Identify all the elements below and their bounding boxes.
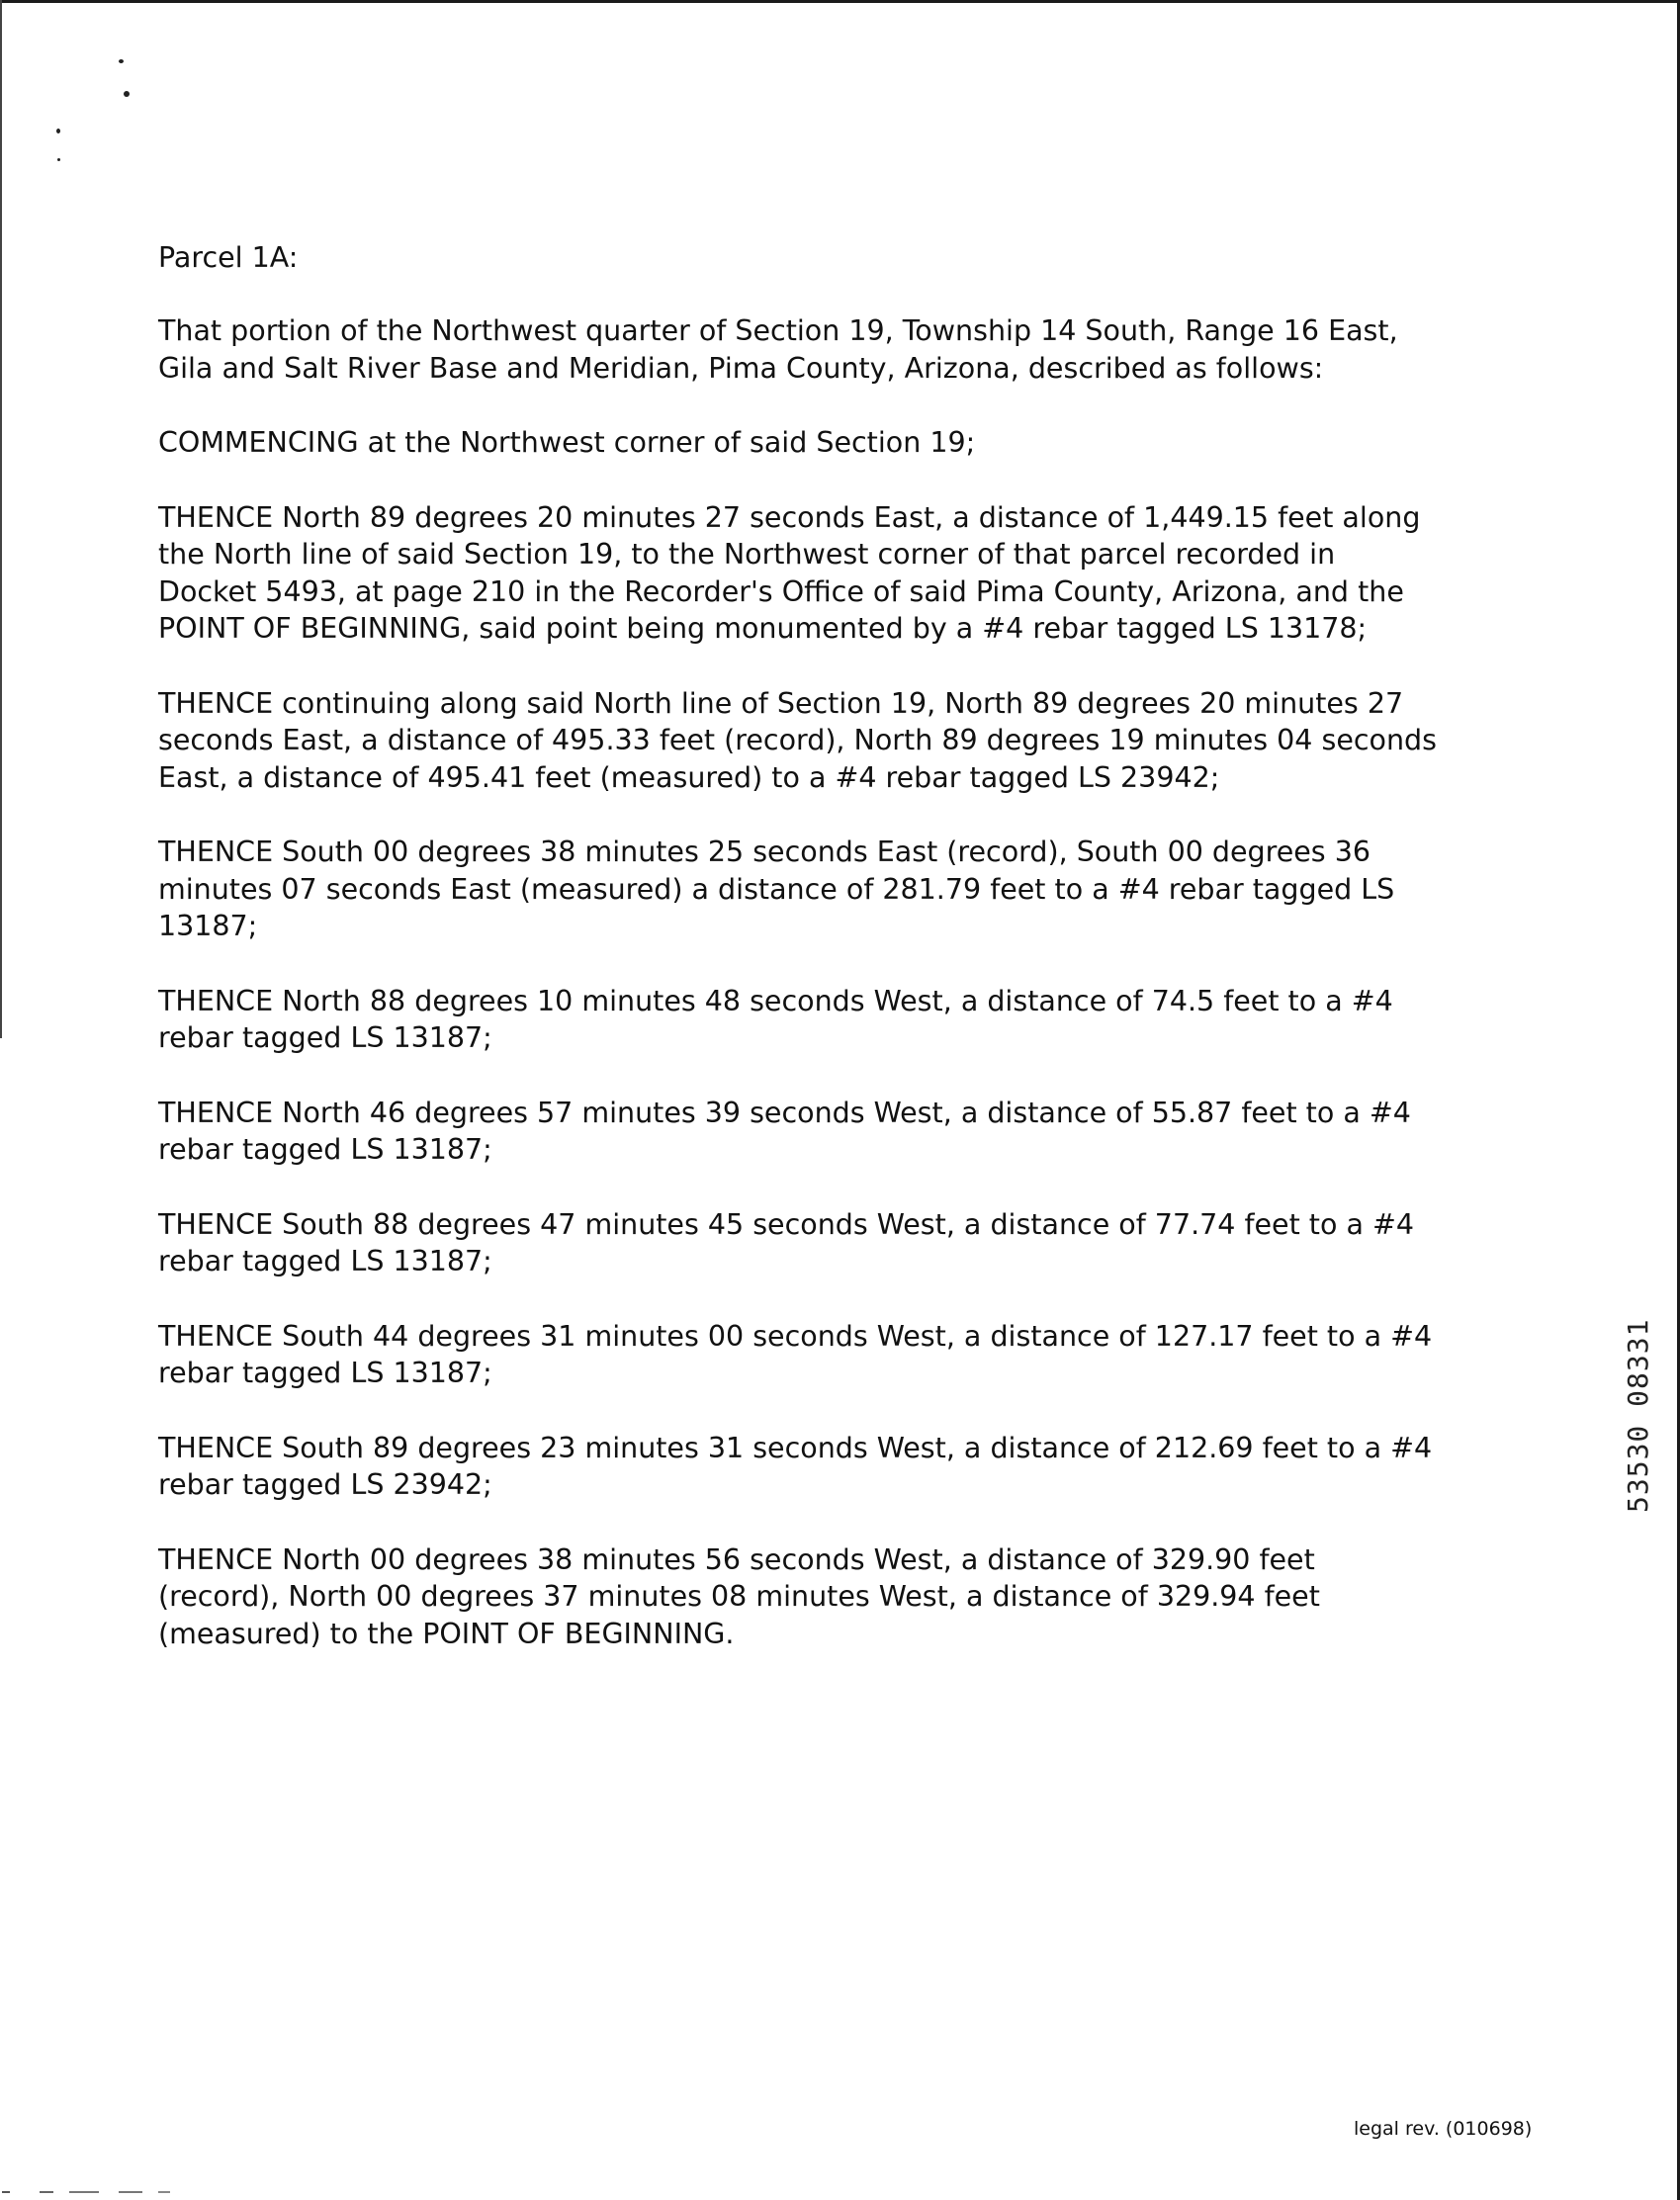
paragraph-line: POINT OF BEGINNING, said point being monumented by a #4 rebar tagged LS 13178; — [158, 612, 1368, 645]
paragraph-line: THENCE North 00 degrees 38 minutes 56 seconds West, a distance of 329.90 feet — [158, 1542, 1315, 1576]
paragraph-line: minutes 07 seconds East (measured) a distance of 281.79 feet to a #4 rebar tagged LS — [158, 872, 1395, 906]
paragraph-line: rebar tagged LS 13187; — [158, 1245, 492, 1277]
paragraph-line: THENCE North 46 degrees 57 minutes 39 seconds West, a distance of 55.87 feet to a #4 — [158, 1096, 1411, 1129]
paragraph-line: seconds East, a distance of 495.33 feet (record), North 89 degrees 19 minutes 04 seconds — [158, 724, 1437, 756]
paragraph-line: Gila and Salt River Base and Meridian, Pima County, Arizona, described as follows: — [158, 351, 1324, 385]
paragraph-line: rebar tagged LS 13187; — [158, 1133, 492, 1166]
paragraph-line: the North line of said Section 19, to the Northwest corner of that parcel recorded in — [158, 538, 1336, 571]
paragraph — [158, 685, 1562, 797]
footer-revision: legal rev. (010698) — [1354, 2118, 1533, 2140]
paragraph-line: COMMENCING at the Northwest corner of said Section 19; — [158, 426, 976, 459]
paragraph-line: (measured) to the POINT OF BEGINNING. — [158, 1617, 735, 1650]
paragraph — [158, 1206, 1562, 1280]
paragraph-line: (record), North 00 degrees 37 minutes 08 minutes West, a distance of 329.94 feet — [158, 1580, 1320, 1613]
paragraph-line: THENCE continuing along said North line of Section 19, North 89 degrees 20 minutes 27 — [158, 686, 1404, 720]
paragraph — [158, 834, 1562, 945]
legal-description — [158, 239, 1562, 1690]
paragraph — [158, 1541, 1562, 1653]
paragraph-list — [158, 312, 1562, 1652]
paragraph-line: THENCE South 00 degrees 38 minutes 25 seconds East (record), South 00 degrees 36 — [158, 836, 1371, 868]
recording-stamp — [1622, 1246, 1661, 1513]
paragraph — [158, 312, 1562, 387]
paragraph-line: THENCE South 88 degrees 47 minutes 45 seconds West, a distance of 77.74 feet to a #4 — [158, 1207, 1415, 1241]
paragraph-line: THENCE North 89 degrees 20 minutes 27 seconds East, a distance of 1,449.15 feet along — [158, 500, 1421, 534]
paragraph — [158, 424, 1562, 462]
paragraph-line: rebar tagged LS 13187; — [158, 1357, 492, 1389]
paragraph-line: THENCE South 44 degrees 31 minutes 00 seconds West, a distance of 127.17 feet to a #4 — [158, 1319, 1433, 1353]
paragraph-line: rebar tagged LS 23942; — [158, 1468, 492, 1501]
scan-smudge — [0, 2189, 208, 2195]
paragraph-line: rebar tagged LS 13187; — [158, 1021, 492, 1054]
paragraph — [158, 499, 1562, 648]
paragraph — [158, 1095, 1562, 1169]
paragraph-line: East, a distance of 495.41 feet (measured) to a #4 rebar tagged LS 23942; — [158, 760, 1220, 794]
paragraph — [158, 1430, 1562, 1504]
scan-speck — [119, 59, 124, 63]
paragraph-line: 13187; — [158, 910, 258, 942]
paragraph — [158, 1318, 1562, 1392]
scan-border-left — [0, 0, 2, 1038]
paragraph-line: THENCE South 89 degrees 23 minutes 31 seconds West, a distance of 212.69 feet to a #4 — [158, 1431, 1433, 1464]
scan-speck — [56, 129, 60, 133]
paragraph-line: THENCE North 88 degrees 10 minutes 48 seconds West, a distance of 74.5 feet to a #4 — [158, 984, 1393, 1017]
scan-speck — [57, 158, 60, 161]
paragraph — [158, 983, 1562, 1057]
scan-border-top — [0, 0, 1680, 3]
parcel-heading: Parcel 1A: — [158, 241, 299, 274]
recording-stamp-text: 53530 08331 — [1622, 1318, 1654, 1513]
scan-speck — [124, 91, 130, 97]
paragraph-line: Docket 5493, at page 210 in the Recorder's Office of said Pima County, Arizona, and the — [158, 574, 1404, 608]
paragraph-line: That portion of the Northwest quarter of Section 19, Township 14 South, Range 16 East, — [158, 314, 1398, 347]
